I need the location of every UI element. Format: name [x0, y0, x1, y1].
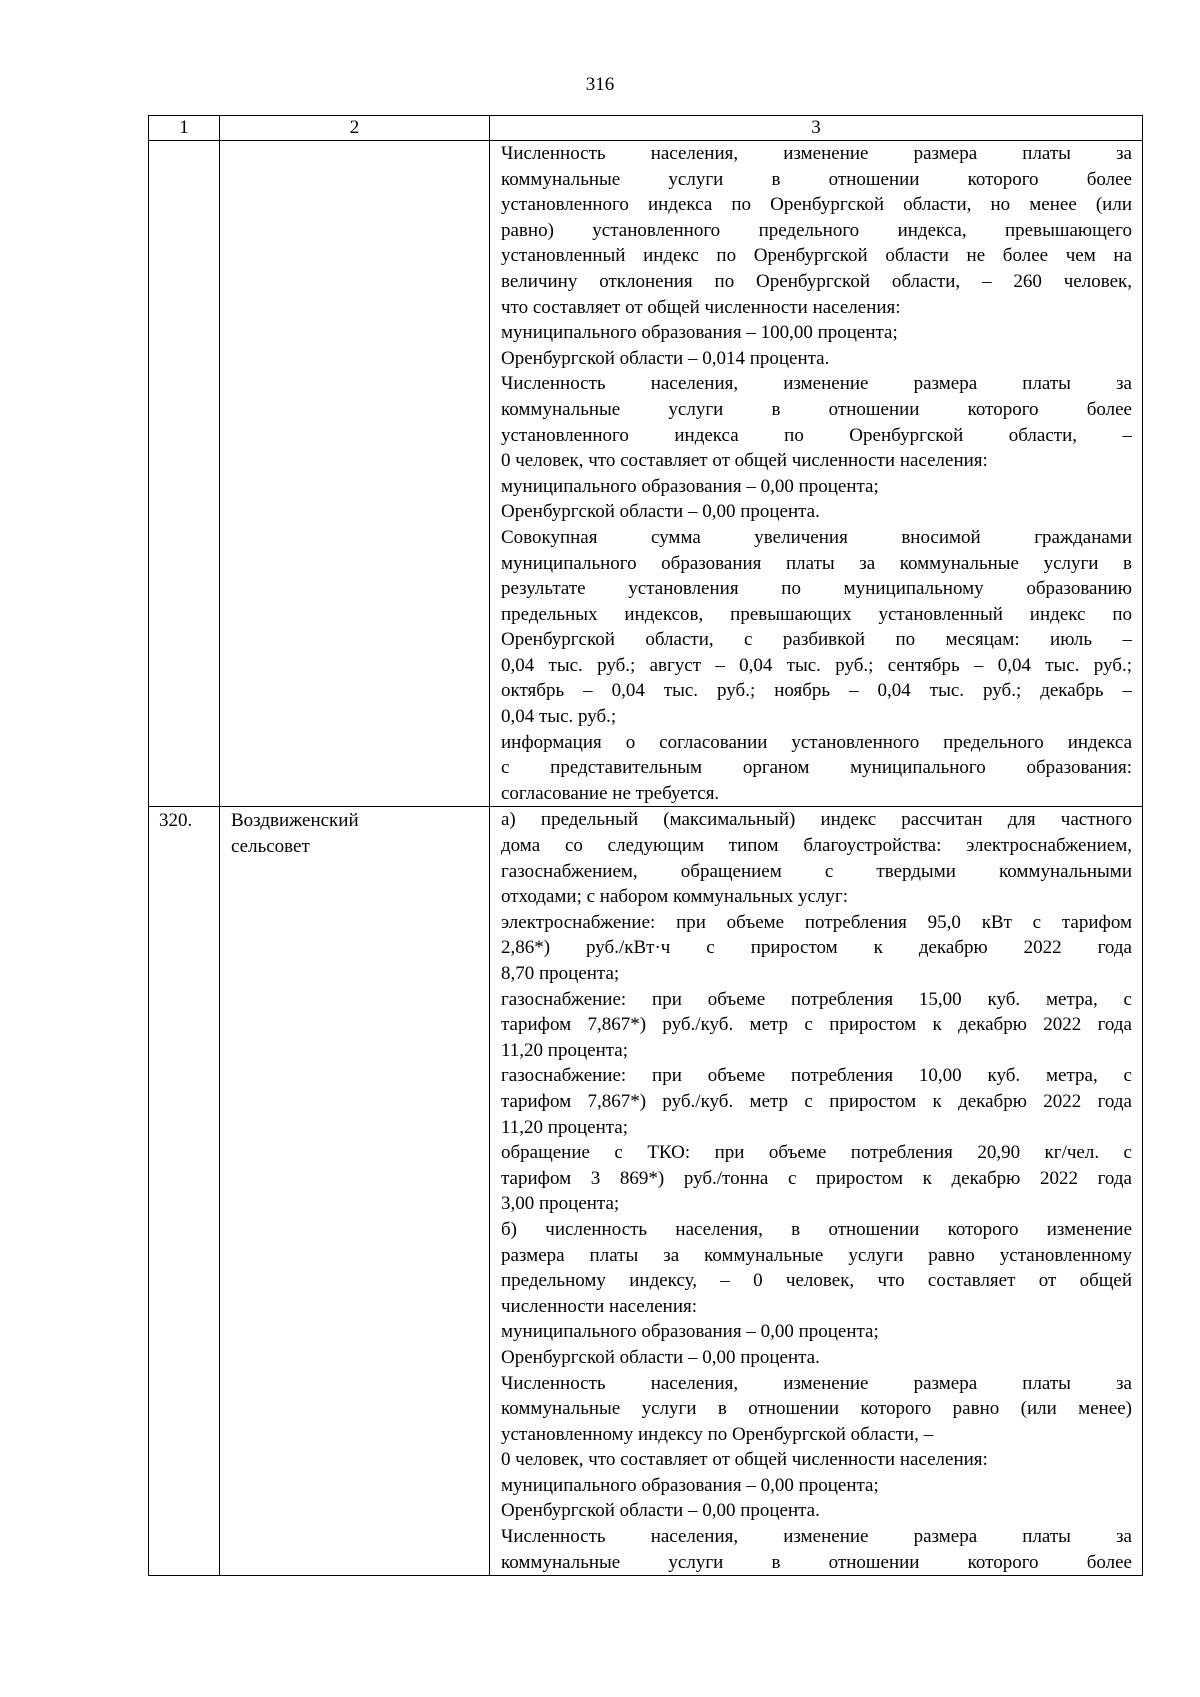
text-line: электроснабжение: при объеме потребления 95,0 кВт с тарифом — [501, 911, 1132, 933]
text-line: 0 человек, что составляет от общей численности населения: — [501, 1449, 988, 1471]
text-line: коммунальные услуги в отношении которого более — [501, 1551, 1132, 1573]
index-description — [490, 807, 1143, 1576]
text-line: Численность населения, изменение размера платы за — [501, 143, 1132, 164]
text-line: Оренбургской области, с разбивкой по месяцам: июль – — [501, 629, 1132, 651]
text-line: равно) установленного предельного индекса, превышающего — [501, 219, 1132, 241]
text-line: Оренбургской области – 0,00 процента. — [501, 1346, 820, 1368]
text-line: тарифом 7,867*) руб./куб. метр с приростом к декабрю 2022 года — [501, 1090, 1132, 1112]
text-line: численности населения: — [501, 1295, 698, 1317]
municipality-name-line: сельсовет — [231, 836, 310, 858]
text-line: муниципального образования – 0,00 процента; — [501, 475, 879, 497]
text-line: отходами; с набором коммунальных услуг: — [501, 886, 849, 908]
text-line: предельных индексов, превышающих установленный индекс по — [501, 603, 1132, 625]
text-line: газоснабжение: при объеме потребления 15,00 куб. метра, с — [501, 988, 1132, 1010]
text-line: Оренбургской области – 0,00 процента. — [501, 501, 820, 523]
text-line: с представительным органом муниципального образования: — [501, 757, 1132, 779]
text-line: коммунальные услуги в отношении которого равно (или менее) — [501, 1398, 1132, 1420]
column-header-3: 3 — [490, 116, 1143, 141]
column-header-1: 1 — [149, 116, 220, 141]
municipality-name — [220, 807, 490, 1576]
text-line: предельному индексу, – 0 человек, что составляет от общей — [501, 1270, 1132, 1292]
text-line: 0,04 тыс. руб.; — [501, 706, 617, 728]
text-line: Численность населения, изменение размера платы за — [501, 1372, 1132, 1394]
text-line: 8,70 процента; — [501, 963, 620, 984]
text-line: Численность населения, изменение размера платы за — [501, 373, 1132, 395]
table-header-row — [149, 116, 1143, 141]
table-row — [149, 141, 1143, 807]
text-line: результате установления по муниципальному образованию — [501, 578, 1132, 600]
text-line: установленному индексу по Оренбургской области, – — [501, 1423, 934, 1445]
row-number — [149, 141, 220, 807]
text-line: Оренбургской области – 0,014 процента. — [501, 347, 830, 369]
municipality-name — [220, 141, 490, 807]
text-line: 11,20 процента; — [501, 1116, 628, 1138]
text-line: а) предельный (максимальный) индекс рассчитан для частного — [501, 809, 1132, 831]
text-line: 3,00 процента; — [501, 1193, 620, 1215]
index-description — [490, 141, 1143, 807]
text-line: тарифом 3 869*) руб./тонна с приростом к декабрю 2022 года — [501, 1167, 1132, 1189]
text-line: коммунальные услуги в отношении которого более — [501, 168, 1132, 190]
text-line: установленного индекса по Оренбургской области, но менее (или — [501, 194, 1132, 216]
row-number: 320. — [149, 807, 220, 1576]
indices-table — [148, 115, 1143, 1576]
table-row — [149, 807, 1143, 1576]
text-line: дома со следующим типом благоустройства: электроснабжением, — [501, 835, 1132, 857]
text-line: что составляет от общей численности населения: — [501, 296, 901, 318]
text-line: 2,86*) руб./кВт·ч с приростом к декабрю 2022 года — [501, 937, 1132, 959]
municipality-name-line: Воздвиженский — [231, 810, 359, 832]
text-line: муниципального образования – 0,00 процента; — [501, 1321, 879, 1343]
table-body — [149, 141, 1143, 1576]
text-line: установленный индекс по Оренбургской области не более чем на — [501, 245, 1132, 267]
text-line: установленного индекса по Оренбургской области, – — [501, 424, 1132, 446]
text-line: б) численность населения, в отношении которого изменение — [501, 1218, 1132, 1240]
text-line: газоснабжением, обращением с твердыми коммунальными — [501, 860, 1132, 882]
text-line: муниципального образования – 100,00 процента; — [501, 322, 898, 344]
text-line: размера платы за коммунальные услуги равно установленному — [501, 1244, 1132, 1266]
text-line: 0 человек, что составляет от общей численности населения: — [501, 450, 988, 472]
text-line: тарифом 7,867*) руб./куб. метр с приростом к декабрю 2022 года — [501, 1014, 1132, 1036]
page-number: 316 — [585, 74, 615, 95]
text-line: согласование не требуется. — [501, 782, 720, 804]
text-line: величину отклонения по Оренбургской области, – 260 человек, — [501, 270, 1132, 292]
text-line: октябрь – 0,04 тыс. руб.; ноябрь – 0,04 тыс. руб.; декабрь – — [501, 680, 1132, 702]
text-line: муниципального образования – 0,00 процента; — [501, 1474, 879, 1496]
text-line: Численность населения, изменение размера платы за — [501, 1526, 1132, 1548]
text-line: муниципального образования платы за коммунальные услуги в — [501, 552, 1132, 574]
text-line: газоснабжение: при объеме потребления 10,00 куб. метра, с — [501, 1065, 1132, 1087]
column-header-2: 2 — [220, 116, 490, 141]
text-line: 11,20 процента; — [501, 1039, 628, 1061]
text-line: Оренбургской области – 0,00 процента. — [501, 1500, 820, 1522]
text-line: Совокупная сумма увеличения вносимой гражданами — [501, 526, 1132, 548]
text-line: 0,04 тыс. руб.; август – 0,04 тыс. руб.; сентябрь – 0,04 тыс. руб.; — [501, 654, 1132, 676]
text-line: обращение с ТКО: при объеме потребления 20,90 кг/чел. с — [501, 1142, 1132, 1164]
text-line: информация о согласовании установленного предельного индекса — [501, 731, 1132, 753]
text-line: коммунальные услуги в отношении которого более — [501, 398, 1132, 420]
